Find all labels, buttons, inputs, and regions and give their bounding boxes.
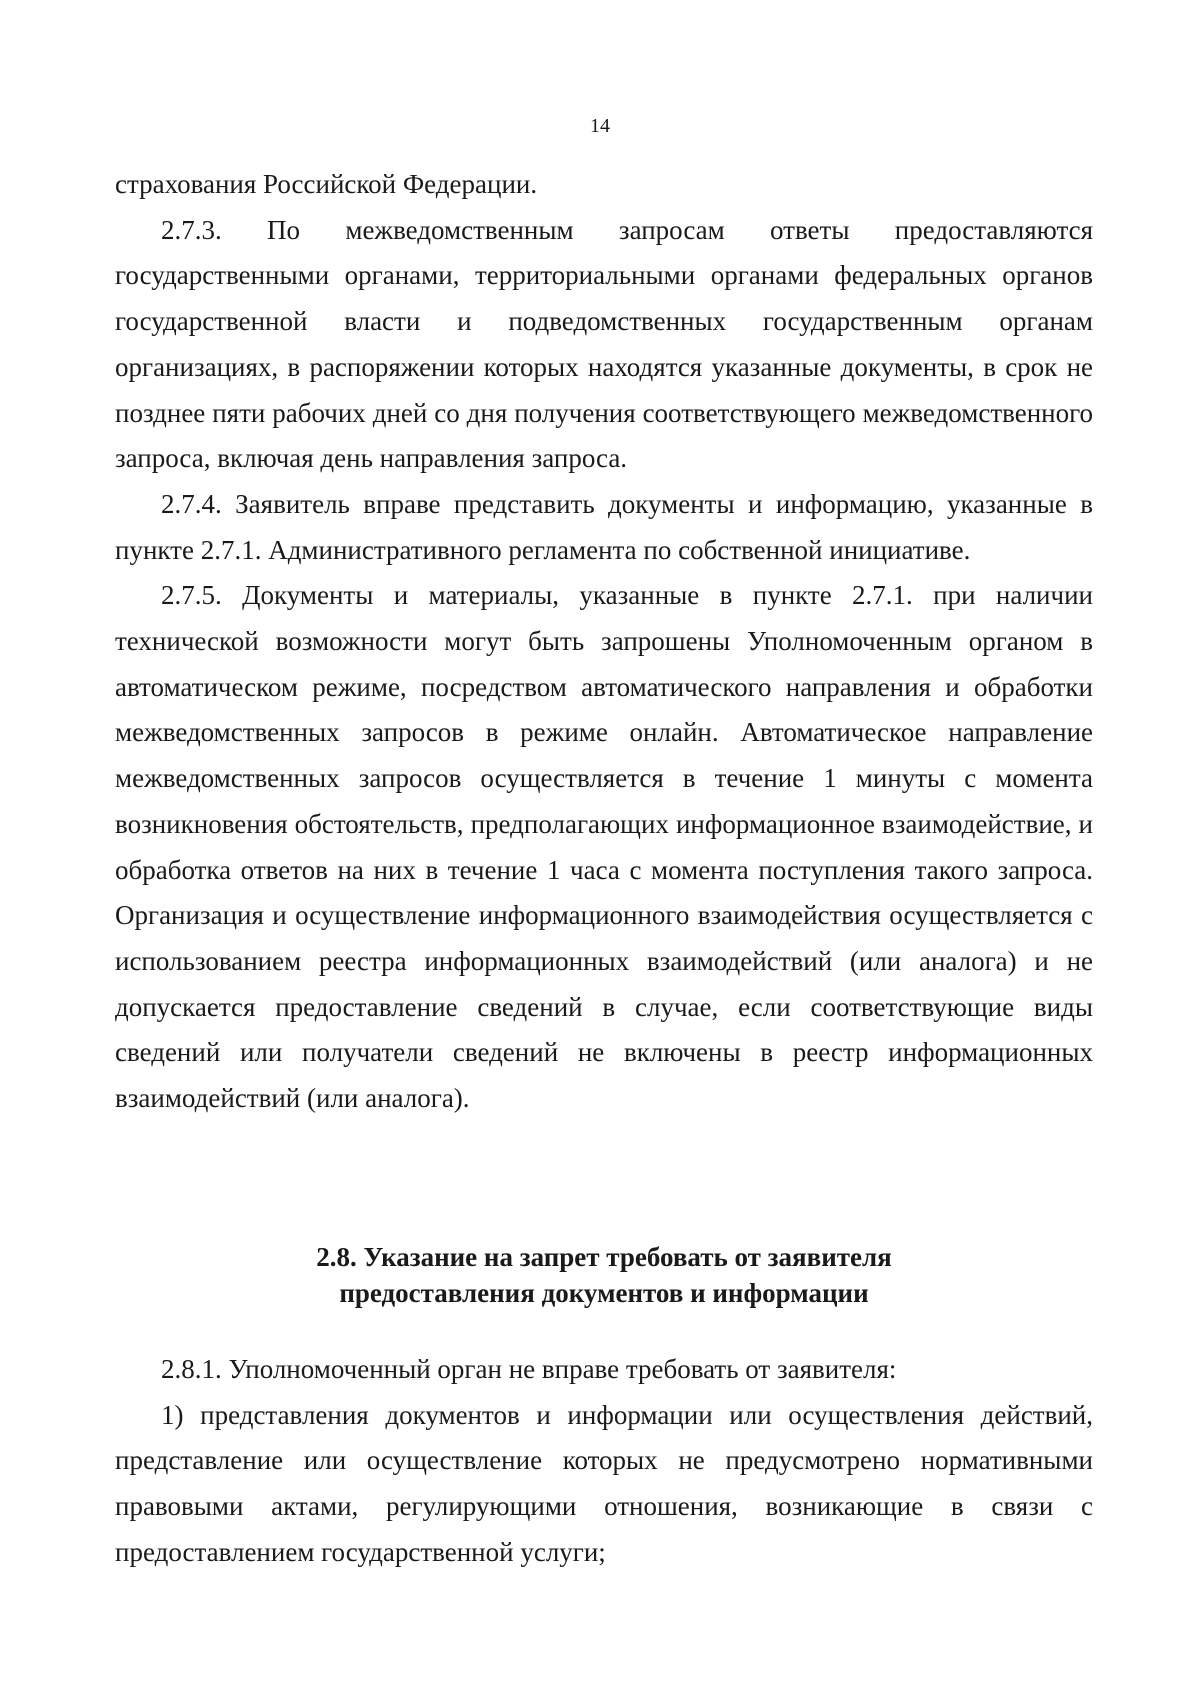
section-heading-2-8: [115, 1239, 1093, 1311]
section-heading-line-1: 2.8. Указание на запрет требовать от заявителя: [316, 1242, 892, 1272]
paragraph-2-7-3: 2.7.3. По межведомственным запросам ответы предоставляются государственными органами, территориальными органами федеральных органов государственной власти и подведомственных государственным органам организациях, в распоряжении которых находятся указанные документы, в срок не позднее пяти рабочих дней со дня получения соответствующего межведомственного запроса, включая день направления запроса.: [115, 214, 1093, 474]
page-number: 14: [590, 115, 610, 137]
paragraph-2-8-1-item-1: 1) представления документов и информации или осуществления действий, представление или осуществление которых не предусмотрено нормативными правовыми актами, регулирующими отношения, возникающие в связи с предоставлением государственной услуги;: [115, 1399, 1093, 1567]
body-text-top: [115, 162, 1093, 1122]
body-text-bottom: [115, 1347, 1093, 1576]
paragraph-2-7-5: 2.7.5. Документы и материалы, указанные в пункте 2.7.1. при наличии технической возможности могут быть запрошены Уполномоченным органом в автоматическом режиме, посредством автоматического направления и обработки межведомственных запросов в режиме онлайн. Автоматическое направление межведомственных запросов осуществляется в течение 1 минуты с момента возникновения обстоятельств, предполагающих информационное взаимодействие, и обработка ответов на них в течение 1 часа с момента поступления такого запроса. Организация и осуществление информационного взаимодействия осуществляется с использованием реестра информационных взаимодействий (или аналога) и не допускается предоставление сведений в случае, если соответствующие виды сведений или получатели сведений не включены в реестр информационных взаимодействий (или аналога).: [115, 580, 1093, 1114]
paragraph-2-7-4: 2.7.4. Заявитель вправе представить документы и информацию, указанные в пункте 2.7.1. Административного регламента по собственной инициативе.: [115, 488, 1093, 565]
paragraph-2-8-1: 2.8.1. Уполномоченный орган не вправе требовать от заявителя:: [161, 1354, 897, 1384]
section-heading-line-2: предоставления документов и информации: [339, 1278, 869, 1308]
paragraph-continuation: страхования Российской Федерации.: [115, 169, 538, 199]
